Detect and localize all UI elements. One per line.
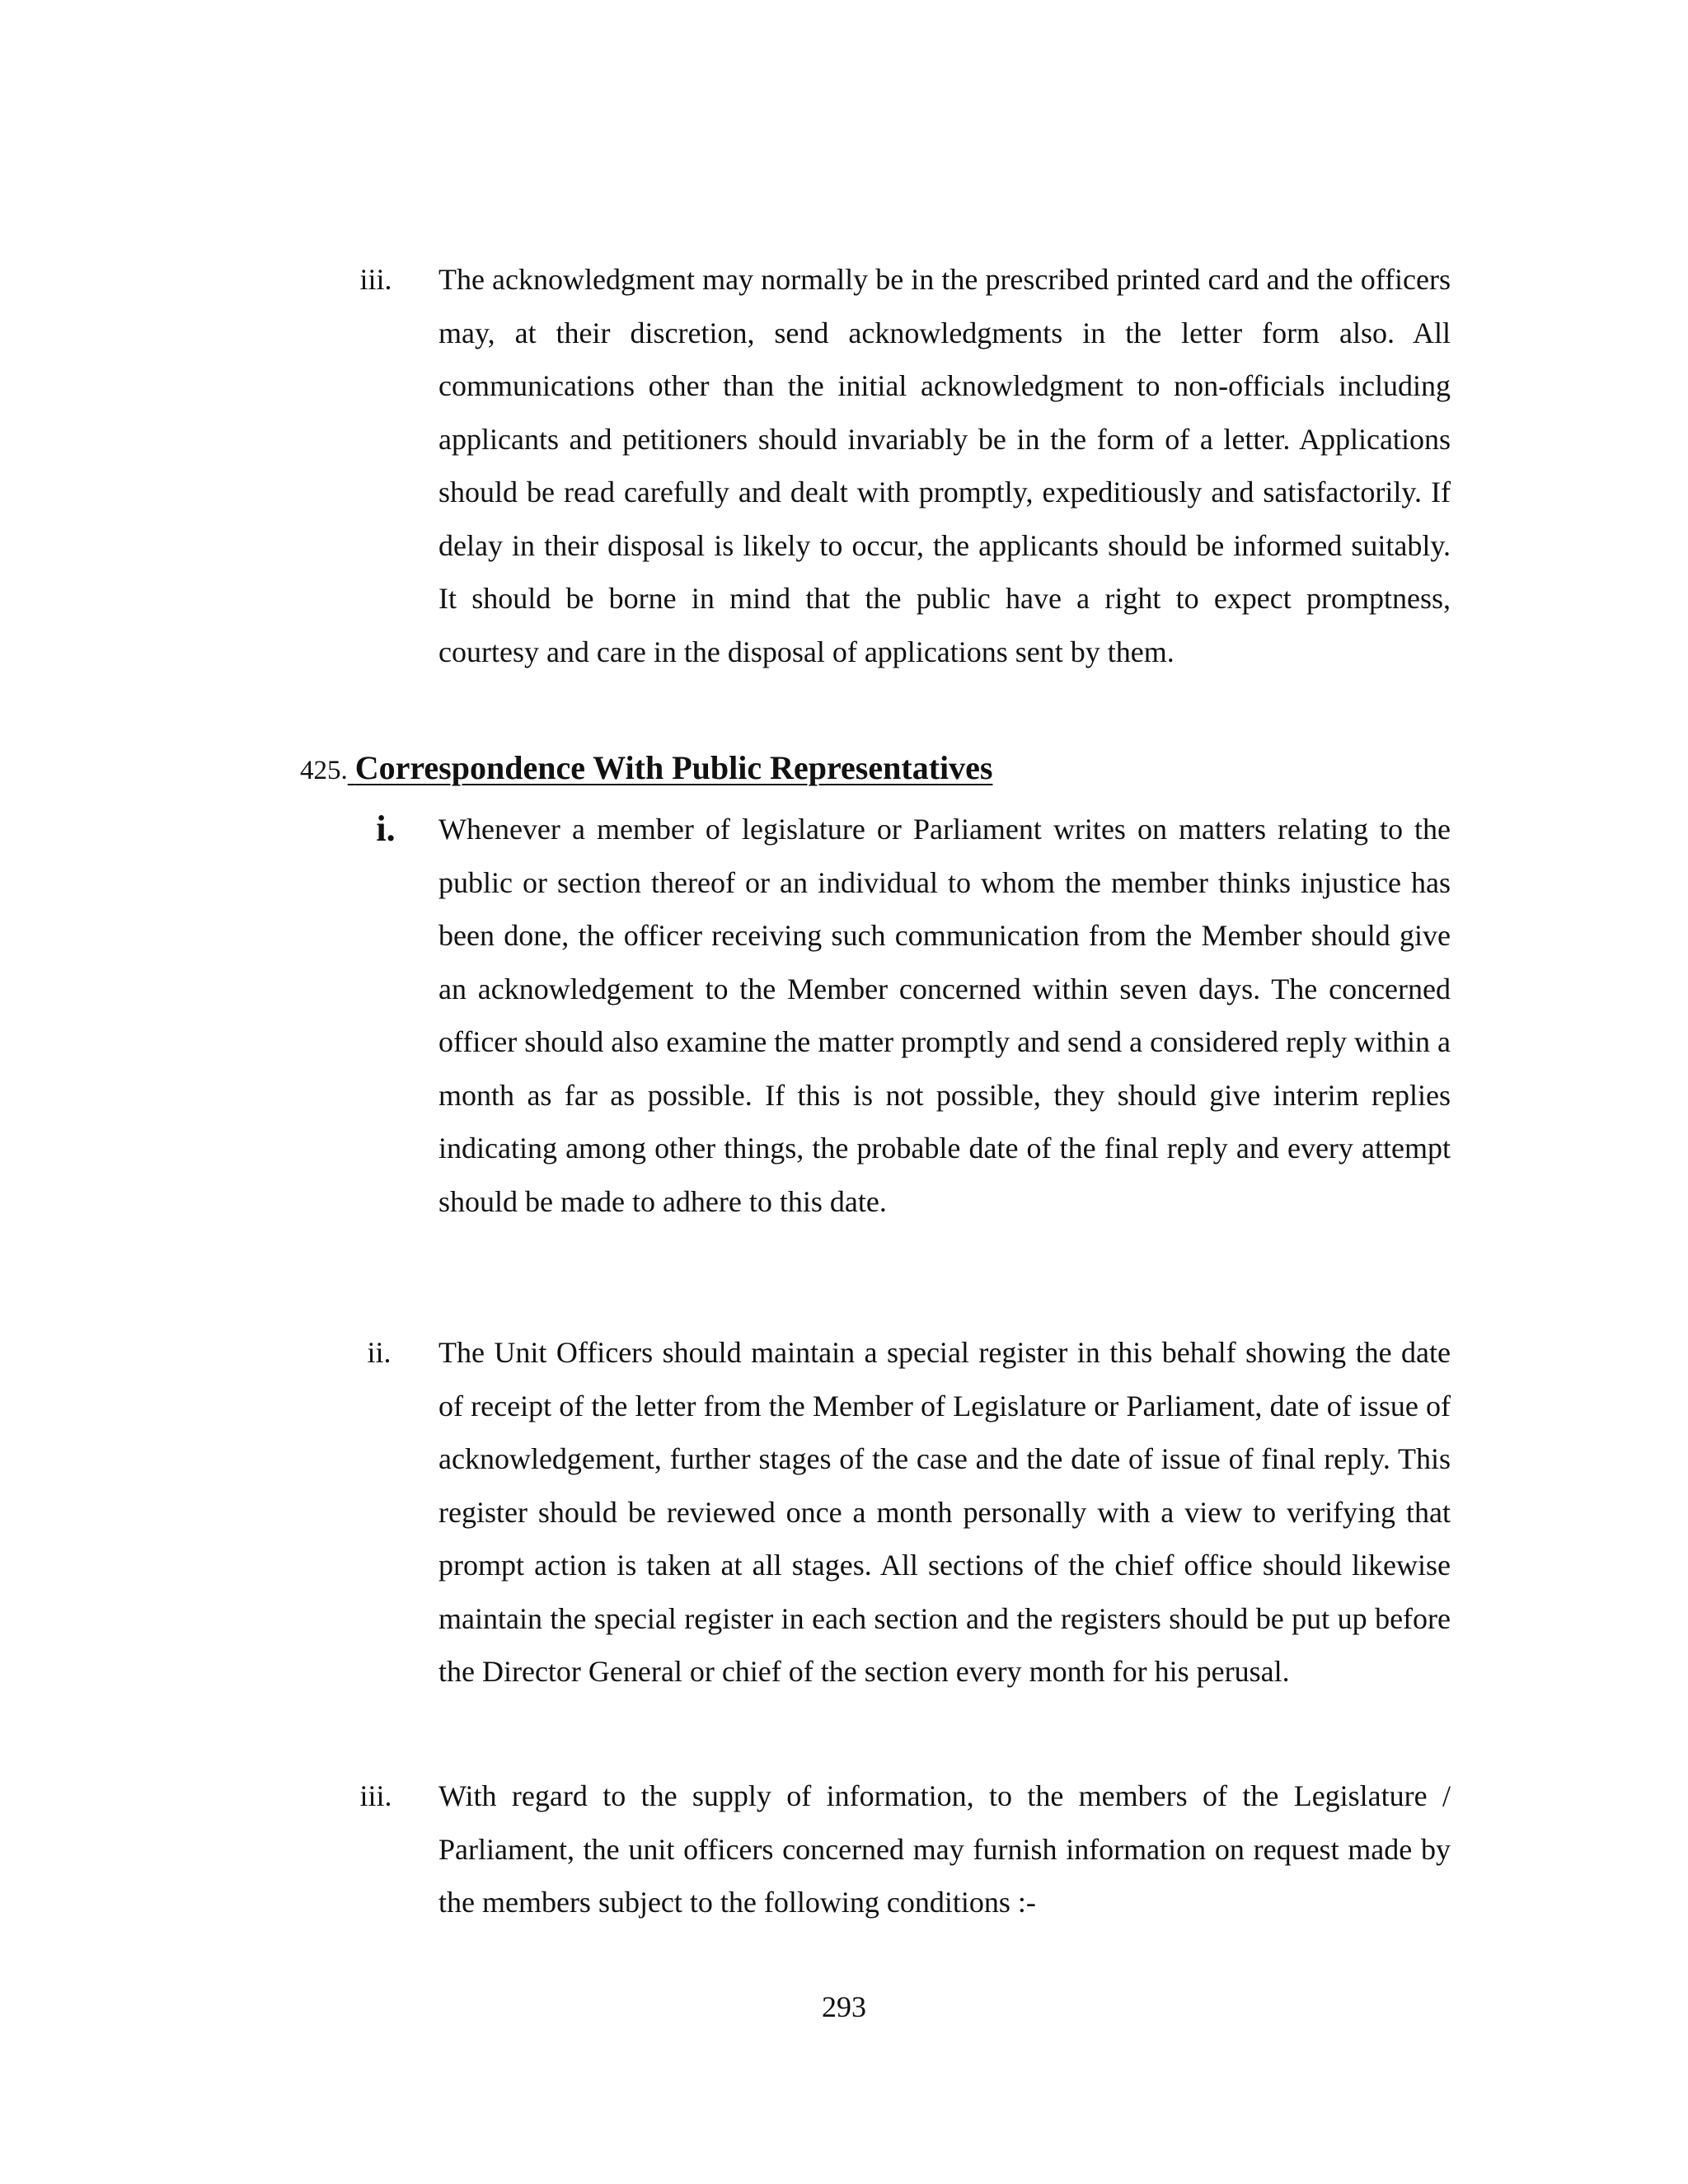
heading-underline-space: [348, 752, 355, 785]
section-heading: [300, 742, 992, 797]
item-text: Whenever a member of legislature or Parliament writes on matters relating to the public or section thereof or an individual to whom the member thinks injustice has been done, the officer receiving such communication from the Member should give an acknowledgement to the Member concerned within seven days. The concerned officer should also examine the matter promptly and send a considered reply within a month as far as possible. If this is not possible, they should give interim replies indicating among other things, the probable date of the final reply and every attempt should be made to adhere to this date.: [438, 813, 1451, 1218]
item-text: With regard to the supply of information, to the members of the Legislature / Parliament, the unit officers concerned may furnish information on request made by the members subject to the following conditions :-: [438, 1779, 1451, 1919]
item-text: The acknowledgment may normally be in the prescribed printed card and the officers may, at their discretion, send acknowledgments in the letter form also. All communications other than the initial acknowledgment to non-officials including applicants and petitioners should invariably be in the form of a letter. Applications should be read carefully and dealt with promptly, expeditiously and satisfactorily. If delay in their disposal is likely to occur, the applicants should be informed suitably. It should be borne in mind that the public have a right to expect promptness, courtesy and care in the disposal of applications sent by them.: [438, 263, 1451, 668]
item-marker: iii.: [359, 263, 392, 296]
item-marker: ii.: [367, 1336, 392, 1369]
item-marker: iii.: [359, 1779, 392, 1812]
section-title: Correspondence With Public Representatives: [354, 749, 993, 786]
page-number: 293: [822, 1990, 866, 2023]
item-text: The Unit Officers should maintain a special register in this behalf showing the date of receipt of the letter from the Member of Legislature or Parliament, date of issue of acknowledgement, further stages of the case and the date of issue of final reply. This register should be reviewed once a month personally with a view to verifying that prompt action is taken at all stages. All sections of the chief office should likewise maintain the special register in each section and the registers should be put up before the Director General or chief of the section every month for his perusal.: [438, 1336, 1451, 1688]
item-marker: i.: [376, 808, 396, 849]
section-number: 425.: [300, 756, 348, 785]
